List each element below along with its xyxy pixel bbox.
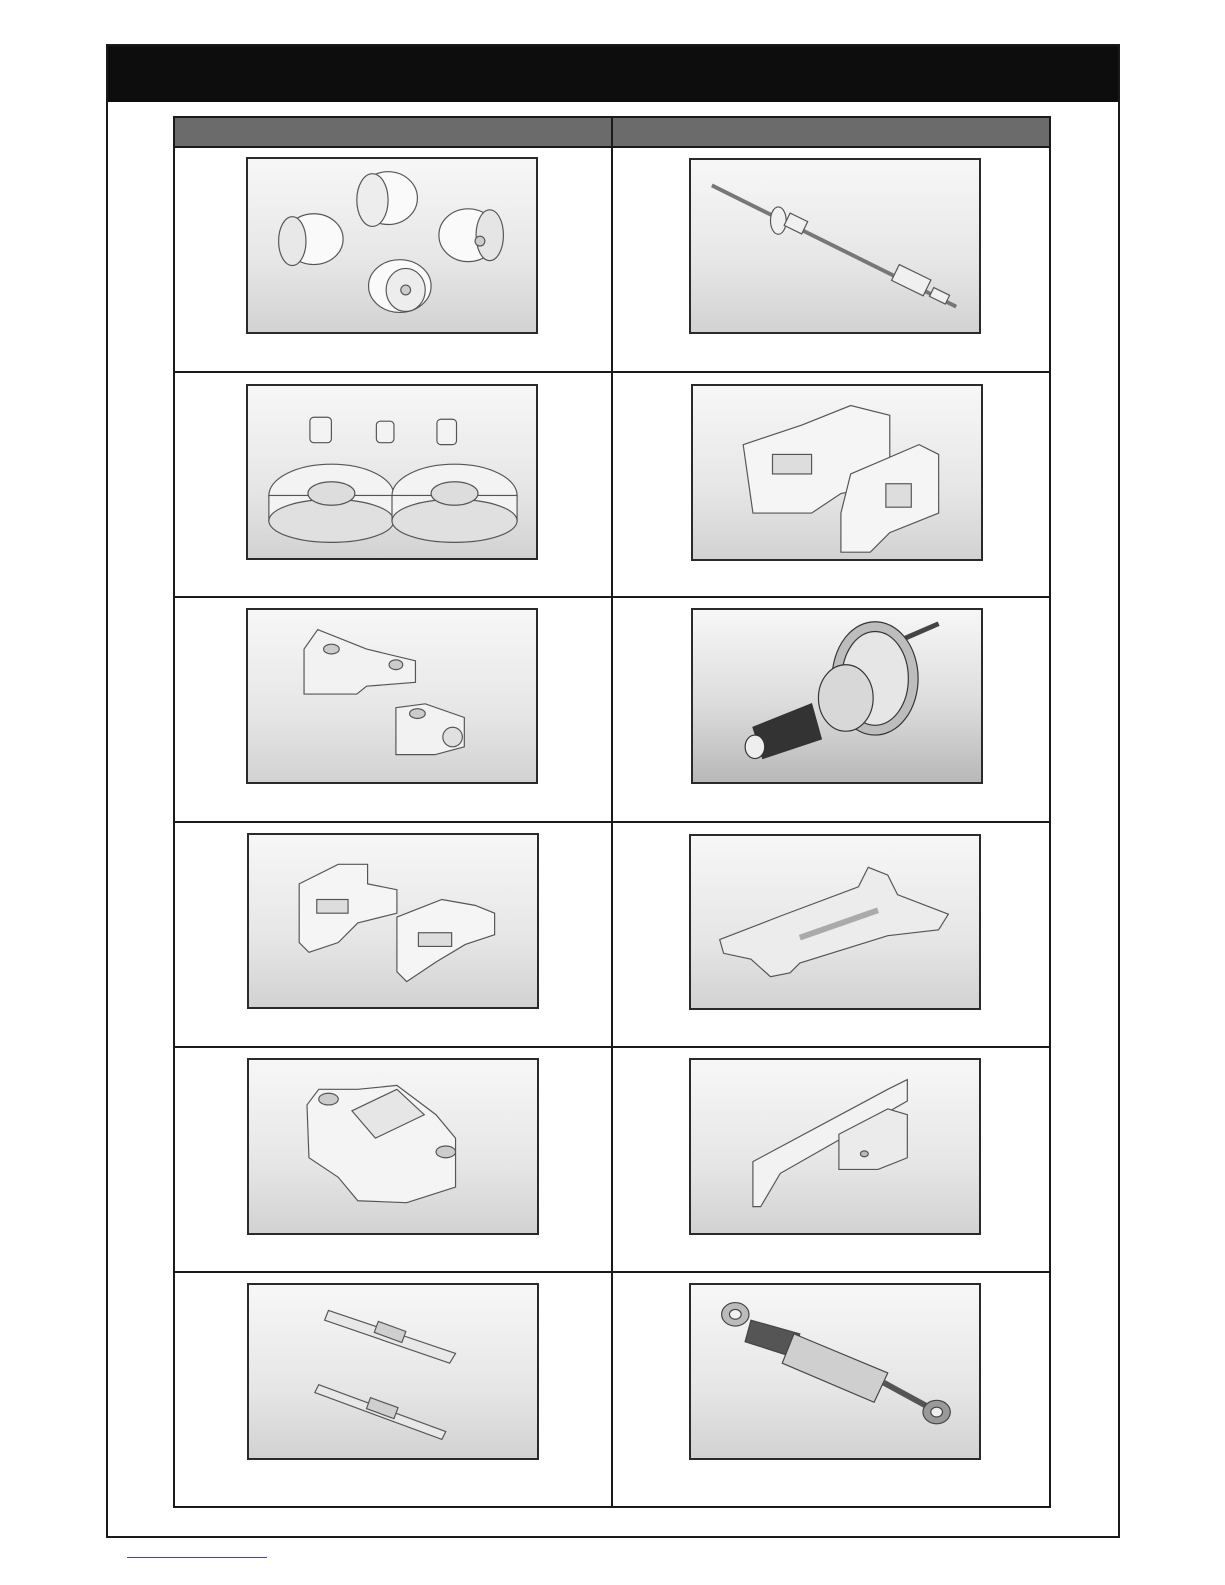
table-header <box>175 118 1049 148</box>
wheel-hubs-icon <box>248 159 536 332</box>
title-bar <box>108 46 1118 102</box>
turnbuckles-icon <box>249 1285 537 1458</box>
part-image <box>691 608 983 784</box>
part-image <box>247 833 539 1009</box>
part-image <box>689 1283 981 1460</box>
table-cell <box>613 598 1049 823</box>
parts-table <box>173 116 1051 1508</box>
part-image <box>689 158 981 334</box>
column-header-left <box>175 118 613 146</box>
hinge-brackets-icon <box>249 835 537 1007</box>
part-image <box>246 384 538 560</box>
mount-brackets-icon <box>248 610 536 782</box>
bumper-mount-icon <box>249 1060 537 1233</box>
shock-absorber-icon <box>691 1285 979 1458</box>
table-cell <box>613 373 1049 598</box>
table-cell <box>175 1048 613 1273</box>
page-frame <box>106 44 1120 1538</box>
part-image <box>691 384 983 561</box>
table-cell <box>613 1048 1049 1273</box>
drive-shaft-icon <box>691 160 979 332</box>
part-image <box>246 157 538 334</box>
motor-mount-icon <box>693 386 981 559</box>
column-header-right <box>613 118 1051 146</box>
brace-bar-icon <box>691 1060 979 1233</box>
parts-grid <box>175 148 1049 1506</box>
table-cell <box>613 1273 1049 1506</box>
part-image <box>246 608 538 784</box>
chassis-plate-icon <box>691 836 979 1008</box>
gears-set-icon <box>248 386 536 558</box>
table-cell <box>613 823 1049 1048</box>
part-image <box>247 1058 539 1235</box>
table-cell <box>175 823 613 1048</box>
part-image <box>247 1283 539 1460</box>
part-image <box>689 834 981 1010</box>
table-cell <box>613 148 1049 373</box>
differential-icon <box>693 610 981 782</box>
part-image <box>689 1058 981 1235</box>
table-cell <box>175 148 613 373</box>
footer-link-underline[interactable] <box>127 1557 267 1558</box>
table-cell <box>175 598 613 823</box>
table-cell <box>175 373 613 598</box>
table-cell <box>175 1273 613 1506</box>
